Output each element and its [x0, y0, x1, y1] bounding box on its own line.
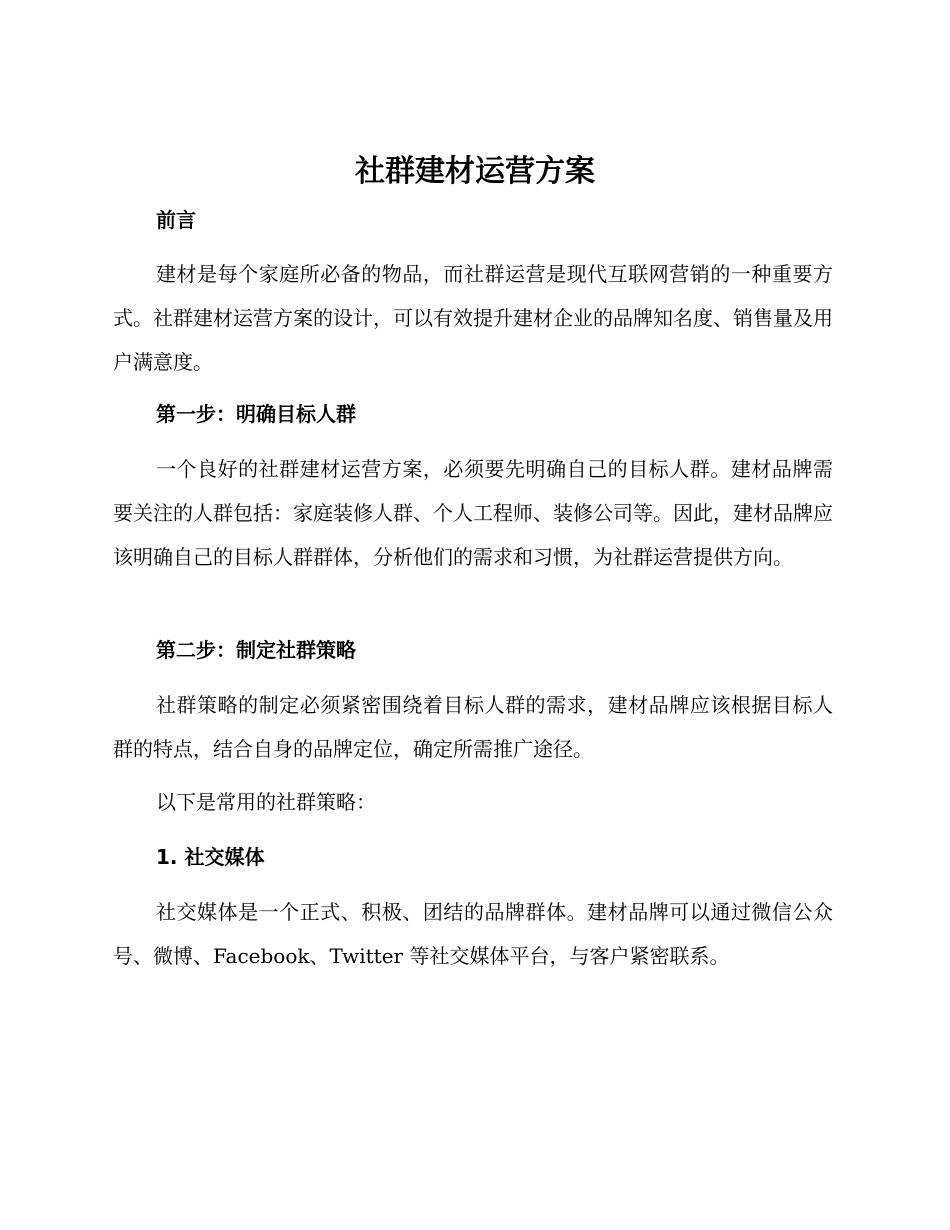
document-title: 社群建材运营方案 [355, 154, 595, 189]
paragraph-preface: 建材是每个家庭所必备的物品，而社群运营是现代互联网营销的一种重要方式。社群建材运营方案的设计，可以有效提升建材企业的品牌知名度、销售量及用户满意度。 [113, 262, 833, 374]
paragraph-strategy1: 社交媒体是一个正式、积极、团结的品牌群体。建材品牌可以通过微信公众号、微博、Facebook、Twitter 等社交媒体平台，与客户紧密联系。 [113, 900, 833, 968]
paragraph-step2: 社群策略的制定必须紧密围绕着目标人群的需求，建材品牌应该根据目标人群的特点，结合自身的品牌定位，确定所需推广途径。 [113, 693, 833, 761]
paragraph-step2-intro: 以下是常用的社群策略： [156, 790, 376, 814]
section-heading-step2: 第二步：制定社群策略 [156, 638, 356, 662]
section-heading-step1: 第一步：明确目标人群 [156, 402, 356, 426]
paragraph-step1: 一个良好的社群建材运营方案，必须要先明确自己的目标人群。建材品牌需要关注的人群包括：家庭装修人群、个人工程师、装修公司等。因此，建材品牌应该明确自己的目标人群群体，分析他们的需求和习惯，为社群运营提供方向。 [113, 457, 833, 569]
section-heading-strategy1: 1. 社交媒体 [156, 845, 265, 869]
section-heading-preface: 前言 [156, 208, 196, 232]
